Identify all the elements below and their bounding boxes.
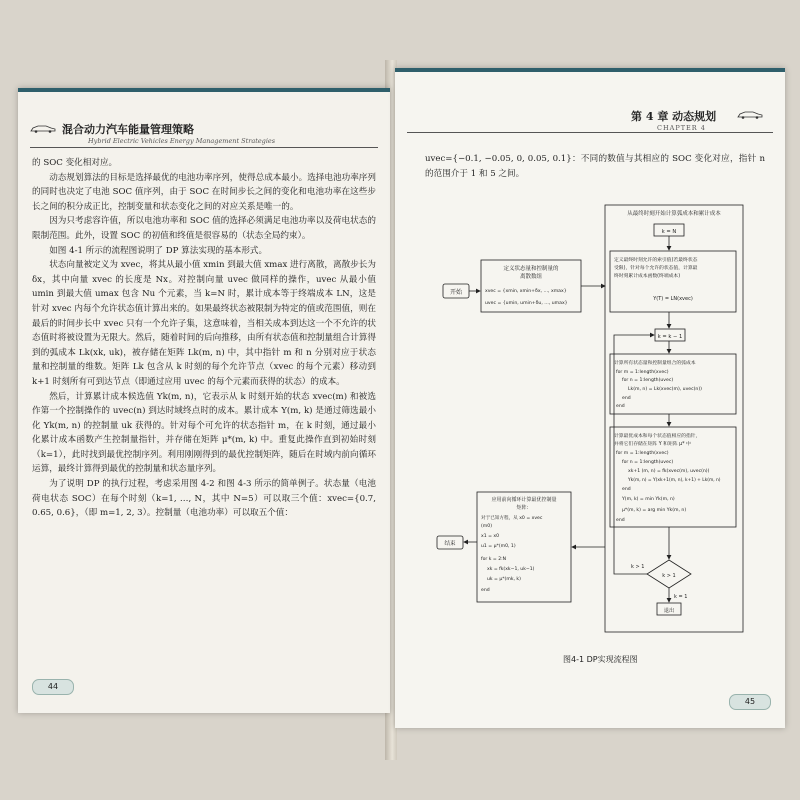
- flow-opt-text: for n = 1:length(uvec): [622, 460, 674, 465]
- flow-opt-text: Y(m, k) = min Yk(m, n): [622, 497, 675, 502]
- paragraph: 然后，计算累计成本候选值 Yk(m, n)，它表示从 k 时刻开始的状态 xvec(m) 和被选作第一个控制操作的 uvec(n) 到达时域终点时的成本。累计成本 Y(m, k) 是通过筛选最小化 Yk(m, n) 的控制量 uk 获得的。针对每个可允许的状态指针 m，在 k 时刻，通过最小化累计成本函数产生控制量指针，并存储在矩阵 μ*(m, k) 中。重复此操作直到初始时刻（k=1），此时找到最优控制序列。利用刚刚得到的最优控制矩阵，随后在时域内前向循环运算，最终计算得到最优的控制量和状态量序列。: [32, 391, 376, 475]
- chapter-subtitle: CHAPTER 4: [657, 124, 706, 132]
- flow-def-title: 离散数组: [519, 274, 543, 280]
- flow-forward-text: x1 = x0: [481, 534, 500, 539]
- header-band: [18, 88, 390, 92]
- flow-arc-text: end: [616, 404, 625, 409]
- flow-opt-text: μ*(m, k) = arg min Yk(m, n): [622, 508, 687, 513]
- flow-forward-text: 矩阵：: [516, 505, 532, 511]
- flow-exit: 退出: [663, 608, 675, 614]
- flow-terminal-text: 受限)，针对每个允许的状态值，计算最: [614, 266, 698, 271]
- flow-forward-text: end: [481, 588, 490, 593]
- flow-def-title: 定义状态量和控制量的: [503, 266, 559, 272]
- paragraph: 为了说明 DP 的执行过程，考虑采用图 4-2 和图 4-3 所示的简单例子。状态量（电池荷电状态 SOC）在每个时刻（k=1, …, N，其中 N=5）可以取三个值：xvec={0.7, 0.65, 0.6}，（即 m=1, 2, 3）。控制量（电池功率）可以取五个值：: [32, 479, 376, 519]
- flow-def-u: uvec = {umin, umin+δu, …, umax}: [485, 301, 568, 306]
- page-number: 44: [32, 679, 74, 695]
- figure-caption: 图4-1 DP实现流程图: [563, 655, 638, 664]
- paragraph: 因为只考虑容许值，所以电池功率和 SOC 值的选择必须满足电池功率以及荷电状态的限制范围。此外，设置 SOC 的初值和终值是很容易的（状态全局约束）。: [32, 216, 376, 241]
- flow-terminal-text: 定义最终时刻允许的索引值(若最终状态: [614, 258, 698, 263]
- paragraph: 状态向量被定义为 xvec，将其从最小值 xmin 到最大值 xmax 进行离散，离散步长为 δx，其中向量 xvec 的长度是 Nx。对控制向量 uvec 做同样的操作，uvec 从最小值 umin 到最大值 umax 包含 Nu 个元素，当 k=N 时，累计成本等于终端成本 LN，这是针对 xvec 内每个允许状态值计算出来的。如果最终状态被限制为特定的值或范围值，则在最后的时间步长中 xvec 只有一个允许子集，这意味着，当相关成本到达这一个不允许的状态值时将被设置为无限大。然后，随着时间的后向推移，由所有状态值和控制量组合计算得到的弧成本 Lk(xk, uk)，被存储在矩阵 Lk(m, n) 中，其中指针 m 和 n 分别对应于状态量和控制量的维数。矩阵 Lk 包含从 k 时刻的每个允许节点（xvec 的每个元素）移动到 k+1 时刻所有可到达节点（即通过应用 uvec 的每个元素而获得的状态）的成本。: [32, 260, 376, 387]
- flow-k-minus: k = k − 1: [657, 334, 683, 340]
- flow-opt-text: end: [616, 518, 625, 523]
- paragraph: 的 SOC 变化相对应。: [32, 158, 118, 168]
- flow-opt-text: end: [622, 487, 631, 492]
- flow-terminal-text: 终时刻累计成本函数(终端成本): [614, 274, 681, 279]
- flow-start: 开始: [449, 289, 463, 296]
- flow-def-x: xvec = {xmin, xmin+δx, …, xmax}: [485, 289, 567, 294]
- left-page: [18, 88, 390, 713]
- book-title: 混合动力汽车能量管理策略: [62, 123, 194, 136]
- paragraph: 如图 4-1 所示的流程图说明了 DP 算法实现的基本形式。: [49, 245, 268, 256]
- flow-exit-label: k = 1: [674, 594, 688, 600]
- paragraph: uvec={−0.1, −0.05, 0, 0.05, 0.1}：不同的数值与其相应的 SOC 变化对应，指针 n 的范围介于 1 和 5 之间。: [425, 154, 765, 179]
- flow-k-eq-n: k = N: [661, 229, 677, 235]
- flow-arc-text: Lk(m, n) = Lk(xvec(m), uvec(n)): [628, 387, 702, 392]
- flow-forward-text: (m0): [481, 524, 492, 529]
- right-page: [395, 68, 785, 728]
- paragraph: 动态规划算法的目标是选择最优的电池功率序列，使得总成本最小。选择电池功率序列的同时也决定了电池 SOC 值序列，由于 SOC 在时间步长之间的变化和电池功率在这些步长之间的积分成正比，控制变量和状态变化之间的对应关系是唯一的。: [32, 172, 376, 212]
- flow-arc-text: for n = 1:length(uvec): [622, 378, 674, 383]
- flow-loop-label: k > 1: [631, 564, 645, 570]
- flow-outer-title: 从最终时刻开始计算弧成本和累计成本: [627, 211, 721, 217]
- flow-forward-text: xk = fk(xk−1, uk−1): [487, 567, 535, 572]
- flow-opt-text: xk+1 (m, n) = fk(xvec(m), uvec(n)): [628, 469, 710, 474]
- book-subtitle: Hybrid Electric Vehicles Energy Management Strategies: [88, 137, 276, 145]
- flow-arc-text: 计算所有状态量和控制量组合的弧成本: [614, 361, 696, 366]
- flow-forward-text: uk = μ*(mk, k): [487, 577, 521, 582]
- dp-flowchart: [395, 68, 785, 728]
- flow-opt-text: for m = 1:length(xvec): [616, 451, 669, 456]
- flow-opt-text: 并将它们存储在矩阵 Y 和矩阵 μ* 中: [614, 442, 691, 447]
- flow-terminal-eq: Y(T) = LN(xvec): [653, 296, 693, 302]
- flow-opt-text: Yk(m, n) = Y(xk+1(m, n), k+1) + Lk(m, n): [628, 478, 721, 483]
- flow-forward-text: 应用前向循环计算最优控制量: [491, 497, 557, 503]
- flow-opt-text: 计算最优成本和每个状态值相应的指针，: [614, 434, 701, 439]
- car-icon: [30, 124, 56, 133]
- chapter-title: 第 4 章 动态规划: [631, 110, 717, 123]
- flow-forward-text: u1 = μ*(m0, 1): [481, 544, 516, 549]
- page-number: 45: [729, 694, 771, 710]
- flow-condition: k > 1: [662, 573, 676, 579]
- left-body-text: [32, 156, 376, 521]
- flow-arc-text: end: [622, 396, 631, 401]
- flow-forward-text: for k = 2:N: [481, 557, 507, 562]
- flow-forward-text: 对于已知方程，从 x0 = xvec: [481, 516, 543, 521]
- flow-end: 结束: [444, 541, 456, 547]
- flow-arc-text: for m = 1:length(xvec): [616, 370, 669, 375]
- header-rule: [30, 147, 378, 148]
